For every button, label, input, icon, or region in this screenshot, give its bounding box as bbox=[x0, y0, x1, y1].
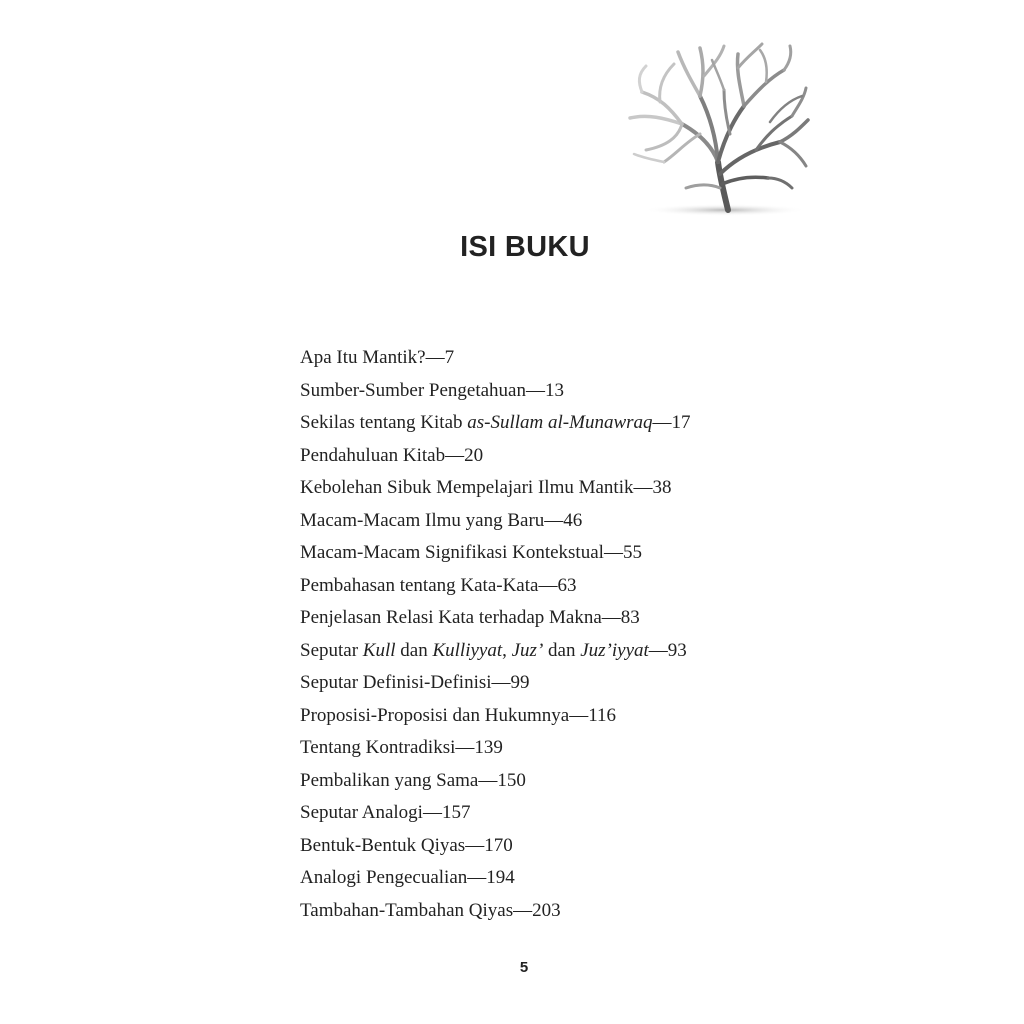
toc-entry-title: Pembalikan yang Sama bbox=[300, 769, 479, 791]
toc-entry bbox=[300, 636, 691, 669]
toc-separator: — bbox=[633, 477, 653, 498]
toc-page-number: 38 bbox=[652, 477, 672, 498]
toc-entry-italic-title: as-Sullam al-Munawraq bbox=[467, 412, 653, 433]
toc-entry bbox=[300, 473, 691, 506]
toc-entry-title: Proposisi-Proposisi dan Hukumnya bbox=[300, 704, 570, 726]
toc-entry bbox=[300, 798, 691, 831]
toc-entry-title: dan bbox=[543, 639, 581, 661]
toc-entry-title: , bbox=[502, 639, 512, 661]
toc-entry bbox=[300, 408, 691, 441]
toc-entry bbox=[300, 896, 691, 929]
toc-page-number: 63 bbox=[557, 574, 577, 596]
toc-entry-title: Penjelasan Relasi Kata terhadap Makna bbox=[300, 607, 602, 628]
toc-entry bbox=[300, 506, 691, 539]
toc-page-number: 13 bbox=[545, 379, 564, 401]
toc-entry-italic-title: Kull bbox=[362, 639, 396, 661]
toc-page-number: 17 bbox=[671, 412, 691, 433]
toc-entry-title: Seputar Definisi-Definisi bbox=[300, 672, 492, 693]
page-number: 5 bbox=[519, 959, 529, 976]
toc-entry-title: Tambahan-Tambahan Qiyas bbox=[300, 899, 514, 921]
toc-separator: — bbox=[648, 639, 668, 661]
toc-entry bbox=[300, 538, 691, 571]
toc-entry bbox=[300, 766, 691, 799]
toc-separator: — bbox=[513, 899, 533, 921]
toc-entry-title: Macam-Macam Signifikasi Kontekstual bbox=[300, 542, 604, 563]
toc-page-number: 46 bbox=[563, 509, 583, 531]
toc-entry-title: Pendahuluan Kitab bbox=[300, 444, 446, 466]
toc-page-number: 116 bbox=[588, 704, 616, 726]
toc-page-number: 194 bbox=[486, 867, 515, 888]
toc-separator: — bbox=[544, 509, 564, 531]
toc-page-number: 157 bbox=[441, 802, 471, 823]
toc-separator: — bbox=[478, 769, 498, 791]
toc-separator: — bbox=[467, 867, 487, 888]
toc-entry bbox=[300, 733, 691, 766]
toc-separator: — bbox=[601, 607, 621, 628]
toc-page-number: 99 bbox=[510, 672, 530, 693]
toc-page-number: 139 bbox=[474, 737, 503, 758]
toc-entry-title: Tentang Kontradiksi bbox=[300, 737, 456, 758]
toc-entry-title: Sumber-Sumber Pengetahuan bbox=[300, 379, 526, 401]
toc-separator: — bbox=[603, 542, 623, 563]
toc-entry bbox=[300, 603, 691, 636]
toc-page-number: 170 bbox=[484, 834, 513, 856]
toc-page-number: 55 bbox=[622, 542, 642, 563]
toc-entry-title: Bentuk-Bentuk Qiyas bbox=[300, 834, 466, 856]
toc-entry-italic-title: Kulliyyat bbox=[432, 639, 503, 661]
toc-entry-title: Macam-Macam Ilmu yang Baru bbox=[300, 509, 545, 531]
toc-entry bbox=[300, 376, 691, 409]
page-title: ISI BUKU bbox=[460, 231, 590, 264]
toc-separator: — bbox=[422, 802, 442, 823]
toc-entry bbox=[300, 668, 691, 701]
toc-entry-title: Kebolehan Sibuk Mempelajari Ilmu Mantik bbox=[300, 477, 634, 498]
toc-entry bbox=[300, 863, 691, 896]
toc-entry-title: dan bbox=[395, 639, 433, 661]
toc-separator: — bbox=[465, 834, 485, 856]
toc-entry bbox=[300, 571, 691, 604]
toc-page-number: 93 bbox=[667, 639, 687, 661]
toc-entry-title: Apa Itu Mantik? bbox=[300, 347, 426, 368]
toc-entry-title: Analogi Pengecualian bbox=[300, 867, 468, 888]
toc-separator: — bbox=[526, 379, 545, 401]
toc-page-number: 203 bbox=[532, 899, 561, 921]
toc-separator: — bbox=[538, 574, 558, 596]
toc-entry-italic-title: Juz’iyyat bbox=[580, 639, 649, 661]
toc-entry-title: Seputar Analogi bbox=[300, 802, 423, 823]
toc-entry-title: Seputar bbox=[300, 639, 363, 661]
toc-entry bbox=[300, 441, 691, 474]
toc-page-number: 7 bbox=[444, 347, 455, 368]
toc-separator: — bbox=[445, 444, 465, 466]
toc-separator: — bbox=[491, 672, 511, 693]
toc-entry bbox=[300, 343, 691, 376]
tree-illustration-icon bbox=[620, 38, 816, 224]
toc-page-number: 83 bbox=[620, 607, 640, 628]
toc-separator: — bbox=[652, 412, 672, 433]
toc-entry-italic-title: Juz’ bbox=[511, 639, 544, 661]
toc-entry bbox=[300, 831, 691, 864]
toc-entry bbox=[300, 701, 691, 734]
toc-page-number: 20 bbox=[464, 444, 484, 466]
toc-page-number: 150 bbox=[497, 769, 526, 791]
toc-separator: — bbox=[425, 347, 445, 368]
table-of-contents bbox=[300, 343, 691, 928]
toc-entry-title: Sekilas tentang Kitab bbox=[300, 412, 468, 433]
toc-separator: — bbox=[569, 704, 589, 726]
toc-separator: — bbox=[455, 737, 475, 758]
toc-entry-title: Pembahasan tentang Kata-Kata bbox=[300, 574, 539, 596]
